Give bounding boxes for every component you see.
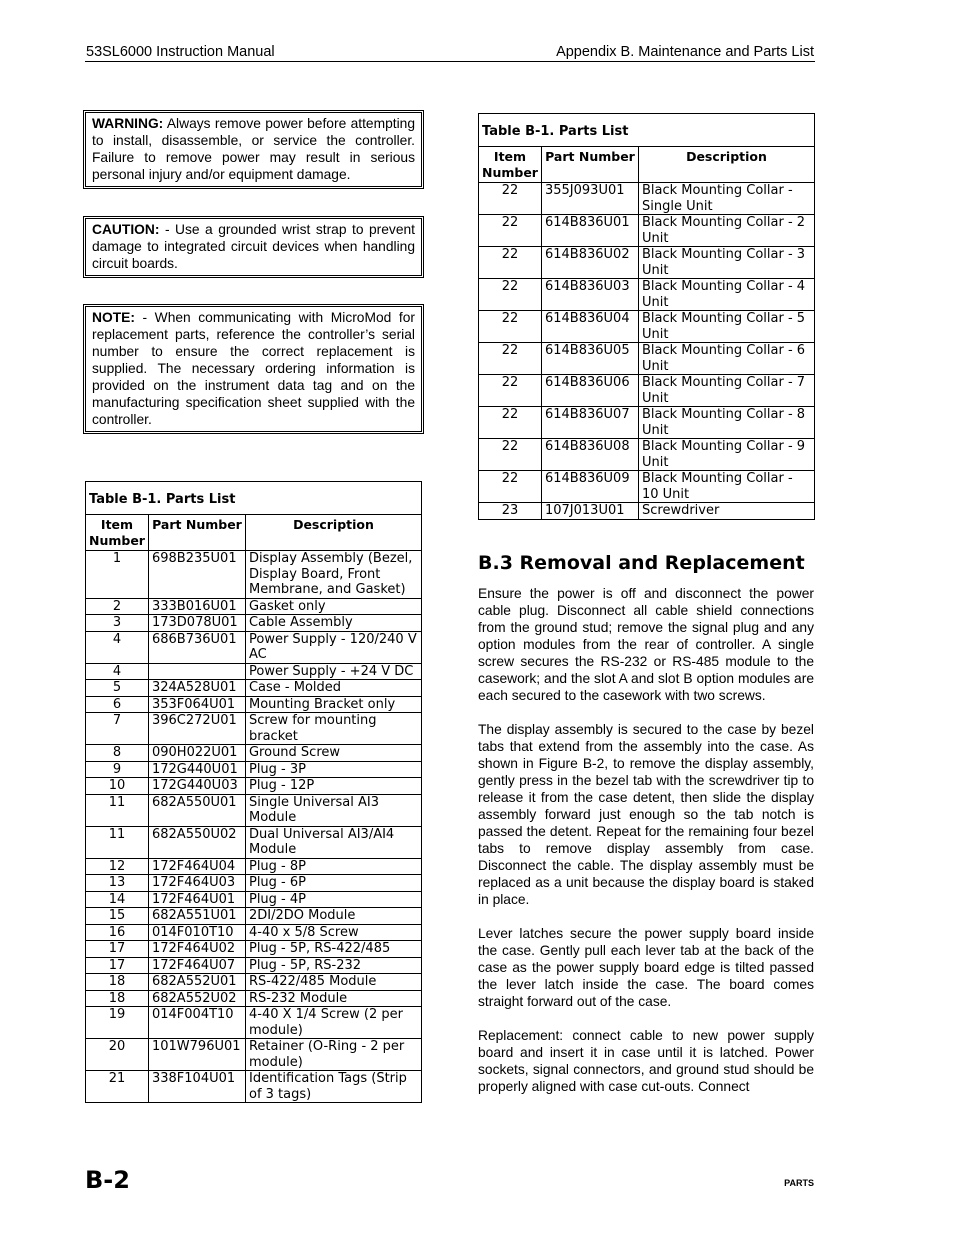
cell-part-number: 682A552U02 [148, 990, 245, 1007]
table-row [479, 503, 815, 520]
cell-item-number: 21 [86, 1071, 149, 1103]
cell-item-number: 11 [86, 794, 149, 826]
table-row [86, 696, 422, 713]
table-row [86, 941, 422, 958]
cell-part-number: 333B016U01 [148, 598, 245, 615]
cell-description: Plug - 5P, RS-232 [245, 957, 421, 974]
cell-item-number: 13 [86, 875, 149, 892]
cell-description: Case - Molded [245, 680, 421, 697]
cell-item-number: 14 [86, 891, 149, 908]
table-row [86, 551, 422, 599]
cell-description: Black Mounting Collar - 3 Unit [638, 247, 814, 279]
table-row [86, 858, 422, 875]
table-row [479, 215, 815, 247]
note-text: - When communicating with MicroMod for replacement parts, reference the controller’s serial number to ensure the correct replacement is supplied. The necessary ordering information is provided on the instrument data tag and on the manufacturing specification sheet supplied with the controller. [92, 310, 415, 427]
table-row [86, 713, 422, 745]
cell-description: Power Supply - +24 V DC [245, 663, 421, 680]
cell-part-number: 682A551U01 [148, 908, 245, 925]
note-box [85, 306, 422, 432]
cell-item-number: 20 [86, 1039, 149, 1071]
cell-description: Retainer (O-Ring - 2 per module) [245, 1039, 421, 1071]
paragraph: Replacement: connect cable to new power supply board and insert it in case until it is latched. Power sockets, signal connectors, and ground stud should be properly aligned with case cut-outs. Connect [478, 1028, 814, 1094]
cell-description: 4-40 X 1/4 Screw (2 per module) [245, 1007, 421, 1039]
cell-part-number: 682A550U02 [148, 826, 245, 858]
cell-item-number: 22 [479, 311, 542, 343]
table-row [86, 974, 422, 991]
footer-section-tag: PARTS [784, 1178, 814, 1188]
caution-text: - Use a grounded wrist strap to prevent damage to integrated circuit devices when handling circuit boards. [92, 222, 415, 271]
cell-part-number: 172F464U07 [148, 957, 245, 974]
cell-item-number: 6 [86, 696, 149, 713]
cell-part-number: 614B836U01 [541, 215, 638, 247]
col-header-part: Part Number [541, 147, 638, 183]
cell-item-number: 19 [86, 1007, 149, 1039]
cell-item-number: 22 [479, 343, 542, 375]
table-row [479, 439, 815, 471]
cell-description: RS-232 Module [245, 990, 421, 1007]
cell-description: Cable Assembly [245, 615, 421, 632]
cell-description: Black Mounting Collar - 8 Unit [638, 407, 814, 439]
cell-item-number: 4 [86, 631, 149, 663]
cell-description: Mounting Bracket only [245, 696, 421, 713]
cell-part-number: 090H022U01 [148, 745, 245, 762]
table-row [86, 891, 422, 908]
note-label: NOTE: [92, 310, 135, 325]
cell-description: Screwdriver [638, 503, 814, 520]
cell-item-number: 4 [86, 663, 149, 680]
table-row [86, 663, 422, 680]
cell-item-number: 5 [86, 680, 149, 697]
col-header-part: Part Number [148, 515, 245, 551]
table-row [86, 761, 422, 778]
cell-part-number: 614B836U07 [541, 407, 638, 439]
cell-item-number: 1 [86, 551, 149, 599]
col-header-description: Description [245, 515, 421, 551]
table-row [86, 924, 422, 941]
cell-description: Plug - 6P [245, 875, 421, 892]
cell-item-number: 22 [479, 183, 542, 215]
cell-part-number: 014F010T10 [148, 924, 245, 941]
paragraph: The display assembly is secured to the case by bezel tabs that extend from the assembly into the case. As shown in Figure B-2, to remove the display assembly, gently press in the bezel tab with the screwdriver tip to release it from the case detent, then slide the display assembly forward just enough so the tab notch is passed the detent. Repeat for the remaining four bezel tabs to remove display assembly from case. Disconnect the cable. The display assembly must be replaced as a unit because the display board is staked in place. [478, 722, 814, 907]
section-heading: B.3 Removal and Replacement [478, 552, 805, 574]
page-number: B-2 [85, 1166, 130, 1194]
cell-description: Dual Universal AI3/AI4 Module [245, 826, 421, 858]
cell-item-number: 2 [86, 598, 149, 615]
cell-item-number: 16 [86, 924, 149, 941]
cell-item-number: 22 [479, 375, 542, 407]
cell-part-number: 353F064U01 [148, 696, 245, 713]
col-header-item: Item Number [86, 515, 149, 551]
cell-description: Plug - 5P, RS-422/485 [245, 941, 421, 958]
table-row [86, 875, 422, 892]
cell-item-number: 22 [479, 471, 542, 503]
cell-part-number: 172G440U03 [148, 778, 245, 795]
table-caption: Table B-1. Parts List [478, 113, 815, 146]
table-row [479, 407, 815, 439]
table-row [479, 471, 815, 503]
table-row [86, 598, 422, 615]
cell-part-number: 107J013U01 [541, 503, 638, 520]
cell-part-number: 172F464U04 [148, 858, 245, 875]
cell-description: Display Assembly (Bezel, Display Board, Front Membrane, and Gasket) [245, 551, 421, 599]
header-rule [85, 61, 815, 62]
cell-description: Screw for mounting bracket [245, 713, 421, 745]
cell-item-number: 12 [86, 858, 149, 875]
table-row [479, 375, 815, 407]
table-row [86, 1039, 422, 1071]
table-row [86, 1007, 422, 1039]
cell-description: Black Mounting Collar - 10 Unit [638, 471, 814, 503]
table-row [479, 279, 815, 311]
cell-part-number: 173D078U01 [148, 615, 245, 632]
cell-description: Gasket only [245, 598, 421, 615]
cell-item-number: 22 [479, 215, 542, 247]
cell-part-number: 614B836U03 [541, 279, 638, 311]
cell-description: RS-422/485 Module [245, 974, 421, 991]
col-header-item: Item Number [479, 147, 542, 183]
running-header-title: 53SL6000 Instruction Manual [86, 44, 275, 60]
cell-part-number: 172G440U01 [148, 761, 245, 778]
col-header-description: Description [638, 147, 814, 183]
table-row [86, 680, 422, 697]
cell-part-number: 172F464U01 [148, 891, 245, 908]
caution-label: CAUTION: [92, 222, 160, 237]
cell-description: Ground Screw [245, 745, 421, 762]
cell-part-number: 172F464U03 [148, 875, 245, 892]
cell-item-number: 22 [479, 439, 542, 471]
cell-part-number: 682A552U01 [148, 974, 245, 991]
cell-item-number: 23 [479, 503, 542, 520]
cell-description: Black Mounting Collar - 9 Unit [638, 439, 814, 471]
cell-part-number: 614B836U02 [541, 247, 638, 279]
cell-description: Identification Tags (Strip of 3 tags) [245, 1071, 421, 1103]
cell-item-number: 18 [86, 990, 149, 1007]
cell-item-number: 18 [86, 974, 149, 991]
table-row [479, 311, 815, 343]
cell-item-number: 22 [479, 279, 542, 311]
cell-description: Plug - 3P [245, 761, 421, 778]
cell-part-number: 324A528U01 [148, 680, 245, 697]
cell-description: Black Mounting Collar - 5 Unit [638, 311, 814, 343]
section-body [478, 585, 814, 1112]
cell-description: Black Mounting Collar - 6 Unit [638, 343, 814, 375]
paragraph: Lever latches secure the power supply board inside the case. Gently pull each lever tab at the back of the case as the power supply board edge is tilted passed the lever latch inside the case. The board comes straight forward out of the case. [478, 926, 814, 1009]
table-row [86, 615, 422, 632]
cell-item-number: 22 [479, 407, 542, 439]
parts-table-left [85, 481, 422, 1103]
cell-part-number: 698B235U01 [148, 551, 245, 599]
table-caption: Table B-1. Parts List [85, 481, 422, 514]
table-row [86, 631, 422, 663]
cell-item-number: 15 [86, 908, 149, 925]
table-row [86, 957, 422, 974]
table-row [479, 247, 815, 279]
cell-description: Plug - 4P [245, 891, 421, 908]
cell-part-number: 396C272U01 [148, 713, 245, 745]
cell-item-number: 10 [86, 778, 149, 795]
table-row [86, 1071, 422, 1103]
cell-part-number: 172F464U02 [148, 941, 245, 958]
warning-box [85, 112, 422, 187]
cell-item-number: 22 [479, 247, 542, 279]
cell-item-number: 11 [86, 826, 149, 858]
cell-part-number: 682A550U01 [148, 794, 245, 826]
table-row [86, 990, 422, 1007]
cell-item-number: 8 [86, 745, 149, 762]
cell-part-number: 614B836U08 [541, 439, 638, 471]
cell-description: 2DI/2DO Module [245, 908, 421, 925]
cell-item-number: 7 [86, 713, 149, 745]
cell-description: 4-40 x 5/8 Screw [245, 924, 421, 941]
parts-table-right [478, 113, 815, 520]
cell-part-number: 338F104U01 [148, 1071, 245, 1103]
cell-part-number: 101W796U01 [148, 1039, 245, 1071]
cell-part-number: 614B836U05 [541, 343, 638, 375]
cell-description: Black Mounting Collar - 4 Unit [638, 279, 814, 311]
cell-part-number: 614B836U04 [541, 311, 638, 343]
cell-description: Plug - 8P [245, 858, 421, 875]
cell-item-number: 17 [86, 941, 149, 958]
cell-part-number: 686B736U01 [148, 631, 245, 663]
cell-part-number: 614B836U06 [541, 375, 638, 407]
table-row [479, 343, 815, 375]
cell-part-number: 355J093U01 [541, 183, 638, 215]
table-row [86, 778, 422, 795]
warning-text: Always remove power before attempting to install, disassemble, or service the controller. Failure to remove power may result in serious personal injury and/or equipment damage. [92, 116, 415, 182]
paragraph: Ensure the power is off and disconnect the power cable plug. Disconnect all cable shield connections from the ground stud; remove the signal plug and any option modules from the rear of controller. A single screw secures the RS-232 or RS-485 module to the casework; and the slot A and slot B option modules are each secured to the casework with two screws. [478, 586, 814, 703]
cell-part-number [148, 663, 245, 680]
cell-item-number: 17 [86, 957, 149, 974]
cell-description: Single Universal AI3 Module [245, 794, 421, 826]
cell-description: Black Mounting Collar - 2 Unit [638, 215, 814, 247]
cell-part-number: 014F004T10 [148, 1007, 245, 1039]
cell-description: Plug - 12P [245, 778, 421, 795]
cell-description: Black Mounting Collar - Single Unit [638, 183, 814, 215]
table-row [86, 908, 422, 925]
table-row [86, 745, 422, 762]
table-row [86, 826, 422, 858]
warning-label: WARNING: [92, 116, 164, 131]
cell-description: Black Mounting Collar - 7 Unit [638, 375, 814, 407]
cell-item-number: 9 [86, 761, 149, 778]
caution-box [85, 218, 422, 276]
cell-part-number: 614B836U09 [541, 471, 638, 503]
cell-description: Power Supply - 120/240 V AC [245, 631, 421, 663]
table-row [86, 794, 422, 826]
table-row [479, 183, 815, 215]
cell-item-number: 3 [86, 615, 149, 632]
running-header-section: Appendix B. Maintenance and Parts List [556, 44, 814, 60]
